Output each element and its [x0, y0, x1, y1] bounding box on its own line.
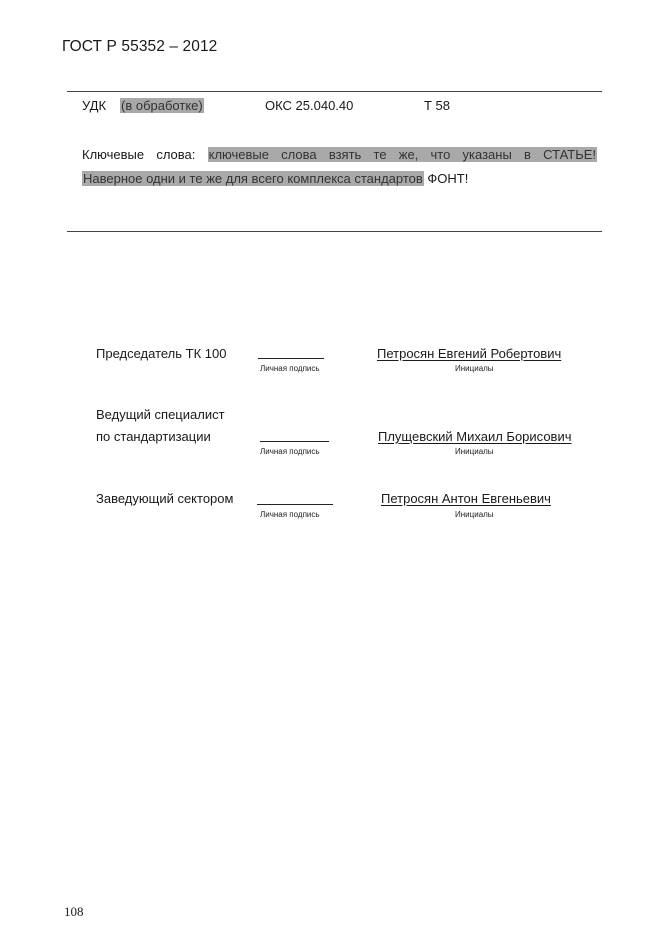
t-code: Т 58 — [424, 98, 451, 113]
signatory-role-1: Председатель ТК 100 — [96, 346, 227, 361]
signatory-role-2b: по стандартизации — [96, 429, 211, 444]
keywords-tail: ФОНТ! — [427, 171, 469, 186]
bottom-divider — [67, 231, 602, 232]
page-number: 108 — [64, 904, 84, 919]
udk-value: (в обработке) — [121, 98, 203, 113]
signatory-name-1: Петросян Евгений Робертович — [377, 346, 562, 361]
signature-caption-3: Личная подпись — [260, 510, 320, 519]
keywords-paragraph — [82, 143, 597, 191]
signatory-role-3: Заведующий сектором — [96, 491, 234, 506]
udk-label: УДК — [82, 98, 107, 113]
oks-code: ОКС 25.040.40 — [265, 98, 354, 113]
signature-line-1 — [258, 358, 324, 359]
keywords-line-2 — [82, 167, 597, 191]
signatory-role-2a: Ведущий специалист — [96, 407, 225, 422]
keywords-line-1 — [82, 143, 597, 167]
document-code-header: ГОСТ Р 55352 – 2012 — [62, 38, 218, 55]
top-divider — [67, 91, 602, 92]
signatory-name-2: Плущевский Михаил Борисович — [378, 429, 572, 444]
signature-caption-1: Личная подпись — [260, 364, 320, 373]
keywords-label: Ключевые слова: — [82, 147, 196, 162]
signature-line-3 — [257, 504, 333, 505]
initials-caption-2: Инициалы — [455, 447, 494, 456]
signature-caption-2: Личная подпись — [260, 447, 320, 456]
signatory-name-3: Петросян Антон Евгеньевич — [381, 491, 551, 506]
initials-caption-3: Инициалы — [455, 510, 494, 519]
initials-caption-1: Инициалы — [455, 364, 494, 373]
keywords-highlight-1: ключевые слова взять те же, что указаны в СТАТЬЕ! — [208, 147, 597, 162]
signature-line-2 — [260, 441, 329, 442]
keywords-highlight-2: Наверное одни и те же для всего комплекса стандартов — [83, 171, 423, 186]
